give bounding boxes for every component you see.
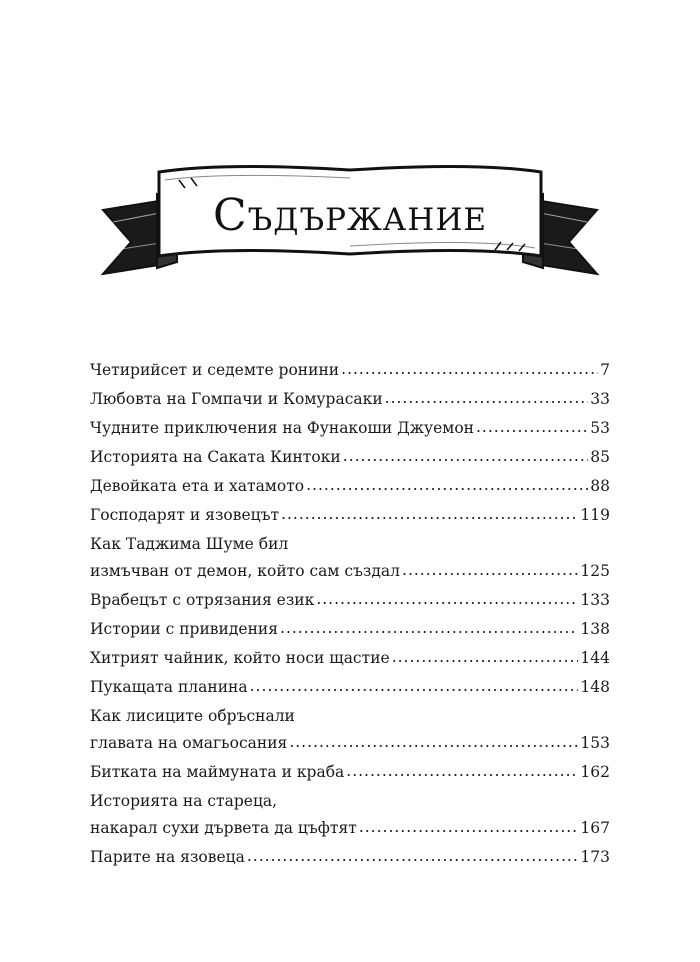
toc-leader-dots bbox=[306, 472, 588, 499]
toc-leader-dots bbox=[476, 414, 588, 441]
toc-entry-title: накарал сухи дървета да цъфтят bbox=[90, 819, 357, 837]
toc-entry-title: Историята на Саката Кинтоки bbox=[90, 448, 341, 466]
toc-entry-row bbox=[90, 674, 610, 701]
toc-entry-row bbox=[90, 415, 610, 442]
toc-page-number: 173 bbox=[580, 848, 610, 866]
toc-entry-row bbox=[90, 558, 610, 585]
toc-page-number: 88 bbox=[590, 477, 610, 495]
toc-entry bbox=[90, 386, 610, 413]
toc-entry-row bbox=[90, 473, 610, 500]
toc-leader-dots bbox=[316, 586, 578, 613]
toc-entry bbox=[90, 844, 610, 871]
toc-page-number: 53 bbox=[590, 419, 610, 437]
toc-page-number: 33 bbox=[590, 390, 610, 408]
toc-leader-dots bbox=[359, 814, 579, 841]
toc-page-number: 119 bbox=[580, 506, 610, 524]
toc-leader-dots bbox=[402, 557, 578, 584]
toc-entry bbox=[90, 674, 610, 701]
toc-page-number: 7 bbox=[600, 361, 610, 379]
toc-leader-dots bbox=[343, 443, 589, 470]
toc-entry-row bbox=[90, 730, 610, 757]
toc-leader-dots bbox=[385, 385, 589, 412]
toc-entry-row bbox=[90, 616, 610, 643]
toc-entry bbox=[90, 587, 610, 614]
toc-entry bbox=[90, 444, 610, 471]
toc-leader-dots bbox=[346, 758, 578, 785]
toc-entry-row bbox=[90, 844, 610, 871]
toc-entry-row bbox=[90, 386, 610, 413]
toc-entry-title-line: Как Таджима Шуме бил bbox=[90, 535, 289, 553]
toc-leader-dots bbox=[247, 843, 579, 870]
toc-page-number: 133 bbox=[580, 591, 610, 609]
toc-entry-title-line: Как лисиците обръснали bbox=[90, 707, 295, 725]
toc-entry bbox=[90, 531, 610, 585]
toc-page-number: 138 bbox=[580, 620, 610, 638]
toc-page-number: 125 bbox=[580, 562, 610, 580]
toc-entry-title: Господарят и язовецът bbox=[90, 506, 280, 524]
toc-leader-dots bbox=[250, 673, 579, 700]
toc-entry-title-line: Историята на стареца, bbox=[90, 792, 278, 810]
toc-entry-title: Девойката ета и хатамото bbox=[90, 477, 305, 495]
toc-entry bbox=[90, 415, 610, 442]
toc-leader-dots bbox=[341, 356, 598, 383]
toc-entry-title: Парите на язовеца bbox=[90, 848, 245, 866]
toc-entry-title: Хитрият чайник, който носи щастие bbox=[90, 649, 390, 667]
toc-entry bbox=[90, 616, 610, 643]
toc-leader-dots bbox=[392, 644, 579, 671]
toc-entry-title: Четирийсет и седемте ронини bbox=[90, 361, 340, 379]
toc-entry-row bbox=[90, 815, 610, 842]
toc-entry-row bbox=[90, 444, 610, 471]
toc-entry bbox=[90, 788, 610, 842]
toc-entry-row bbox=[90, 645, 610, 672]
toc-entry-title: Истории с привидения bbox=[90, 620, 279, 638]
toc-page-number: 167 bbox=[580, 819, 610, 837]
toc-entry bbox=[90, 759, 610, 786]
toc-page-number: 148 bbox=[580, 678, 610, 696]
toc-entry-title: Чудните приключения на Фунакоши Джуемон bbox=[90, 419, 474, 437]
toc-entry-title: измъчван от демон, който сам създал bbox=[90, 562, 401, 580]
toc-entry bbox=[90, 645, 610, 672]
toc-entry-row bbox=[90, 357, 610, 384]
toc-page-number: 85 bbox=[590, 448, 610, 466]
toc-entry-title: Любовта на Гомпачи и Комурасаки bbox=[90, 390, 383, 408]
toc-entry bbox=[90, 502, 610, 529]
page-title: Съдържание bbox=[213, 190, 487, 241]
toc-page-number: 153 bbox=[580, 734, 610, 752]
toc-entry-row bbox=[90, 587, 610, 614]
toc-entry-title: главата на омагьосания bbox=[90, 734, 288, 752]
toc-entry-title: Врабецът с отрязания език bbox=[90, 591, 315, 609]
toc-leader-dots bbox=[289, 729, 578, 756]
toc-entry bbox=[90, 473, 610, 500]
toc-page-number: 144 bbox=[580, 649, 610, 667]
toc-page-number: 162 bbox=[580, 763, 610, 781]
toc-entry bbox=[90, 703, 610, 757]
toc-entry bbox=[90, 357, 610, 384]
title-banner bbox=[95, 150, 605, 300]
toc-entry-row bbox=[90, 502, 610, 529]
toc-entry-title: Битката на маймуната и краба bbox=[90, 763, 345, 781]
table-of-contents bbox=[90, 357, 610, 873]
toc-leader-dots bbox=[281, 501, 578, 528]
toc-entry-row bbox=[90, 759, 610, 786]
toc-leader-dots bbox=[280, 615, 578, 642]
toc-entry-title: Пукащата планина bbox=[90, 678, 248, 696]
